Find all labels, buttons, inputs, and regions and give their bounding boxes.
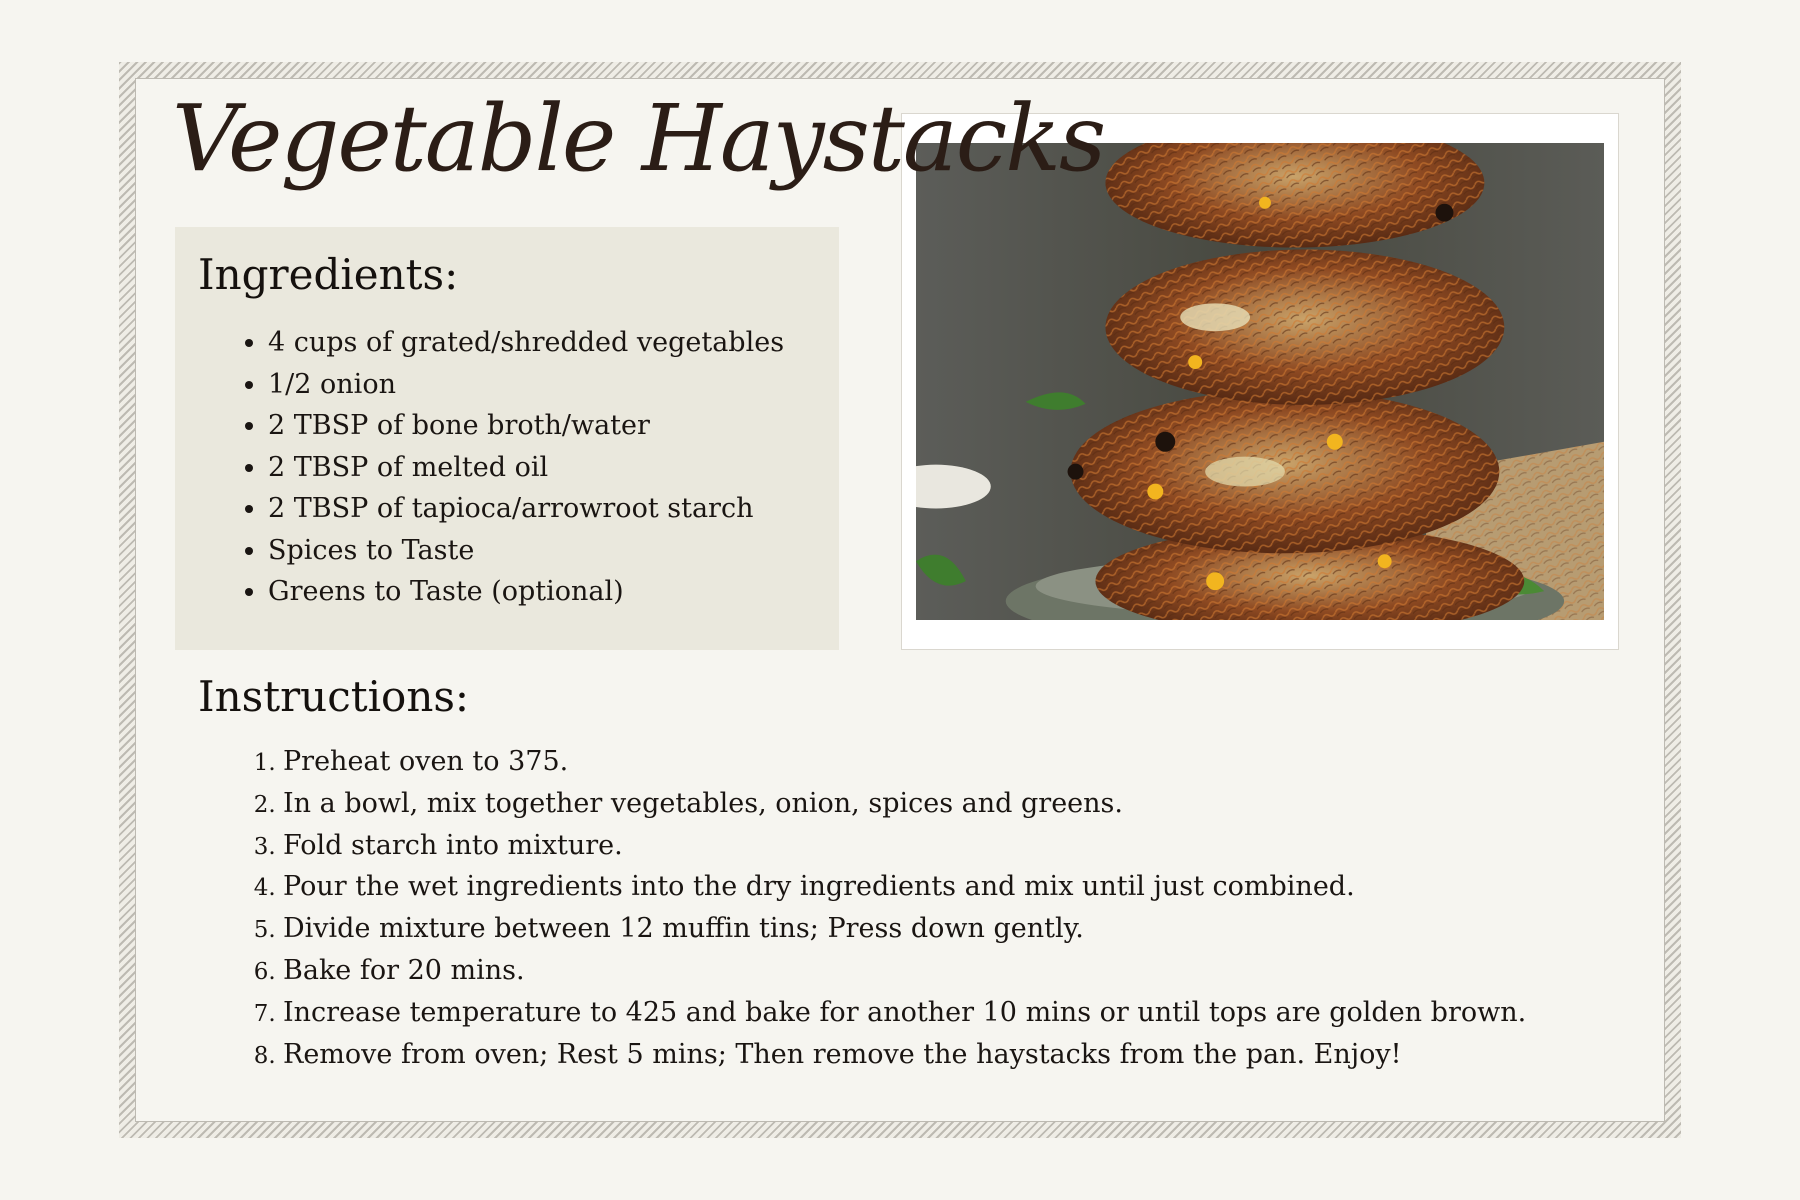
instruction-step: 4. Pour the wet ingredients into the dry ingredients and mix until just combined.: [283, 866, 1526, 908]
recipe-title: Vegetable Haystacks: [172, 85, 1105, 192]
instructions-heading: Instructions:: [198, 672, 470, 721]
instruction-step: 8. Remove from oven; Rest 5 mins; Then remove the haystacks from the pan. Enjoy!: [283, 1034, 1526, 1076]
instruction-step: 5. Divide mixture between 12 muffin tins; Press down gently.: [283, 908, 1526, 950]
instruction-step: 6. Bake for 20 mins.: [283, 950, 1526, 992]
instruction-step: 1. Preheat oven to 375.: [283, 741, 1526, 783]
ingredient-item: • Greens to Taste (optional): [268, 571, 784, 613]
ingredient-item: • Spices to Taste: [268, 530, 784, 572]
instruction-step: 2. In a bowl, mix together vegetables, onion, spices and greens.: [283, 783, 1526, 825]
instructions-list: [198, 741, 1526, 1075]
ingredient-item: • 1/2 onion: [268, 364, 784, 406]
recipe-photo-card: [901, 113, 1619, 650]
ingredients-list: [198, 322, 784, 613]
ingredient-item: • 2 TBSP of bone broth/water: [268, 405, 784, 447]
ingredients-heading: Ingredients:: [198, 250, 459, 299]
instruction-step: 3. Fold starch into mixture.: [283, 825, 1526, 867]
vegetable-haystacks-photo: [916, 143, 1604, 620]
ingredient-item: • 4 cups of grated/shredded vegetables: [268, 322, 784, 364]
ingredient-item: • 2 TBSP of tapioca/arrowroot starch: [268, 488, 784, 530]
ingredient-item: • 2 TBSP of melted oil: [268, 447, 784, 489]
instruction-step: 7. Increase temperature to 425 and bake for another 10 mins or until tops are golden brown.: [283, 992, 1526, 1034]
